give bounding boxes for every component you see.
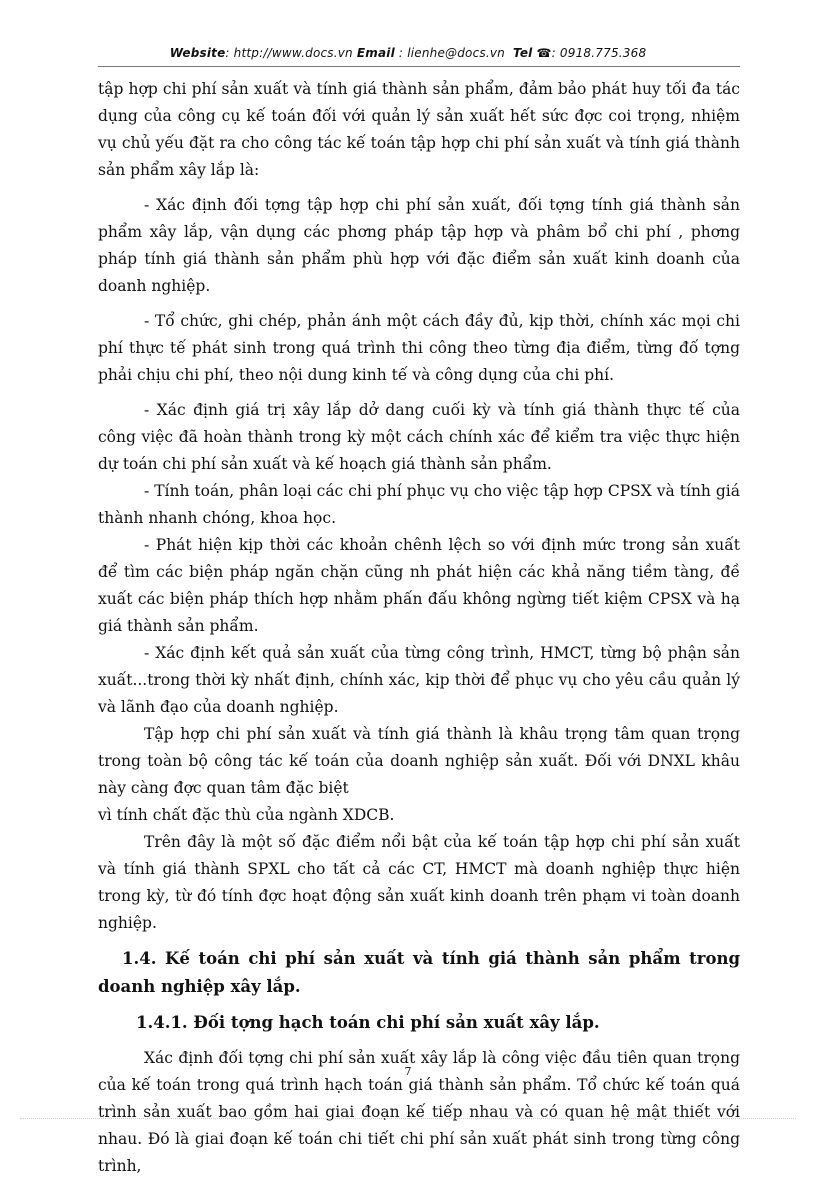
email-value: : lienhe@docs.vn (394, 46, 505, 60)
tel-label: Tel (513, 46, 533, 60)
paragraph-task-5: - Phát hiện kịp thời các khoản chênh lệch so với định mức trong sản xuất để tìm các biện pháp ngăn chặn cũng nh phát hiện các khả năng tiềm tàng, đề xuất các biện pháp thích hợp nhằm phấn đấu không ngừng tiết kiệm CPSX và hạ giá thành sản phẩm. (98, 536, 740, 635)
phone-icon: ☎ (536, 46, 552, 60)
paragraph-task-1: - Xác định đối tợng tập hợp chi phí sản xuất, đối tợng tính giá thành sản phẩm xây lắp, vận dụng các phơng pháp tập hợp và phâm bổ chi phí , phơng pháp tính giá thành sản phẩm phù hợp với đặc điểm sản xuất kinh doanh của doanh nghiệp. (98, 196, 740, 295)
paragraph-summary-cont: vì tính chất đặc thù của ngành XDCB. (98, 806, 395, 824)
paragraph-conclusion: Trên đây là một số đặc điểm nổi bật của kế toán tập hợp chi phí sản xuất và tính giá thành SPXL cho tất cả các CT, HMCT mà doanh nghiệp thực hiện trong kỳ, từ đó tính đợc hoạt động sản xuất kinh doanh trên phạm vi toàn doanh nghiệp. (98, 833, 740, 932)
document-body (98, 76, 740, 1180)
paragraph-task-6: - Xác định kết quả sản xuất của từng công trình, HMCT, từng bộ phận sản xuất...trong thời kỳ nhất định, chính xác, kịp thời để phục vụ cho yêu cầu quản lý và lãnh đạo của doanh nghiệp. (98, 644, 740, 716)
tel-value: : 0918.775.368 (551, 46, 647, 60)
paragraph-task-3: - Xác định giá trị xây lắp dở dang cuối kỳ và tính giá thành thực tế của công việc đã hoàn thành trong kỳ một cách chính xác để kiểm tra việc thực hiện dự toán chi phí sản xuất và kế hoạch giá thành sản phẩm. (98, 401, 740, 473)
website-value: : http://www.docs.vn (225, 46, 353, 60)
page-header (0, 46, 816, 60)
paragraph-section-1-4-1: Xác định đối tợng chi phí sản xuất xây lắp là công việc đầu tiên quan trọng của kế toán trong quá trình hạch toán giá thành sản phẩm. Tổ chức kế toán quá trình sản xuất bao gồm hai giai đoạn kế tiếp nhau và có quan hệ mật thiết với nhau. Đó là giai đoạn kế toán chi tiết chi phí sản xuất phát sinh trong từng công trình, (98, 1049, 740, 1175)
paragraph-task-4: - Tính toán, phân loại các chi phí phục vụ cho việc tập hợp CPSX và tính giá thành nhanh chóng, khoa học. (98, 482, 740, 527)
page-number: 7 (404, 1065, 412, 1078)
header-divider (98, 66, 740, 67)
paragraph-summary: Tập hợp chi phí sản xuất và tính giá thành là khâu trọng tâm quan trọng trong toàn bộ công tác kế toán của doanh nghiệp sản xuất. Đối với DNXL khâu này càng đợc quan tâm đặc biệt (98, 725, 740, 797)
paragraph-intro: tập hợp chi phí sản xuất và tính giá thành sản phẩm, đảm bảo phát huy tối đa tác dụng của công cụ kế toán đối với quản lý sản xuất hết sức đợc coi trọng, nhiệm vụ chủ yếu đặt ra cho công tác kế toán tập hợp chi phí sản xuất và tính giá thành sản phẩm xây lắp là: (98, 80, 740, 179)
paragraph-task-2: - Tổ chức, ghi chép, phản ánh một cách đầy đủ, kịp thời, chính xác mọi chi phí thực tế phát sinh trong quá trình thi công theo từng địa điểm, từng đố tợng phải chịu chi phí, theo nội dung kinh tế và công dụng của chi phí. (98, 312, 740, 384)
section-heading-1-4: 1.4. Kế toán chi phí sản xuất và tính giá thành sản phẩm trong doanh nghiệp xây lắp. (98, 949, 740, 996)
section-heading-1-4-1: 1.4.1. Đối tợng hạch toán chi phí sản xuất xây lắp. (136, 1013, 600, 1032)
page-bottom-divider (20, 1118, 796, 1119)
email-label: Email (356, 46, 395, 60)
website-label: Website (169, 46, 226, 60)
